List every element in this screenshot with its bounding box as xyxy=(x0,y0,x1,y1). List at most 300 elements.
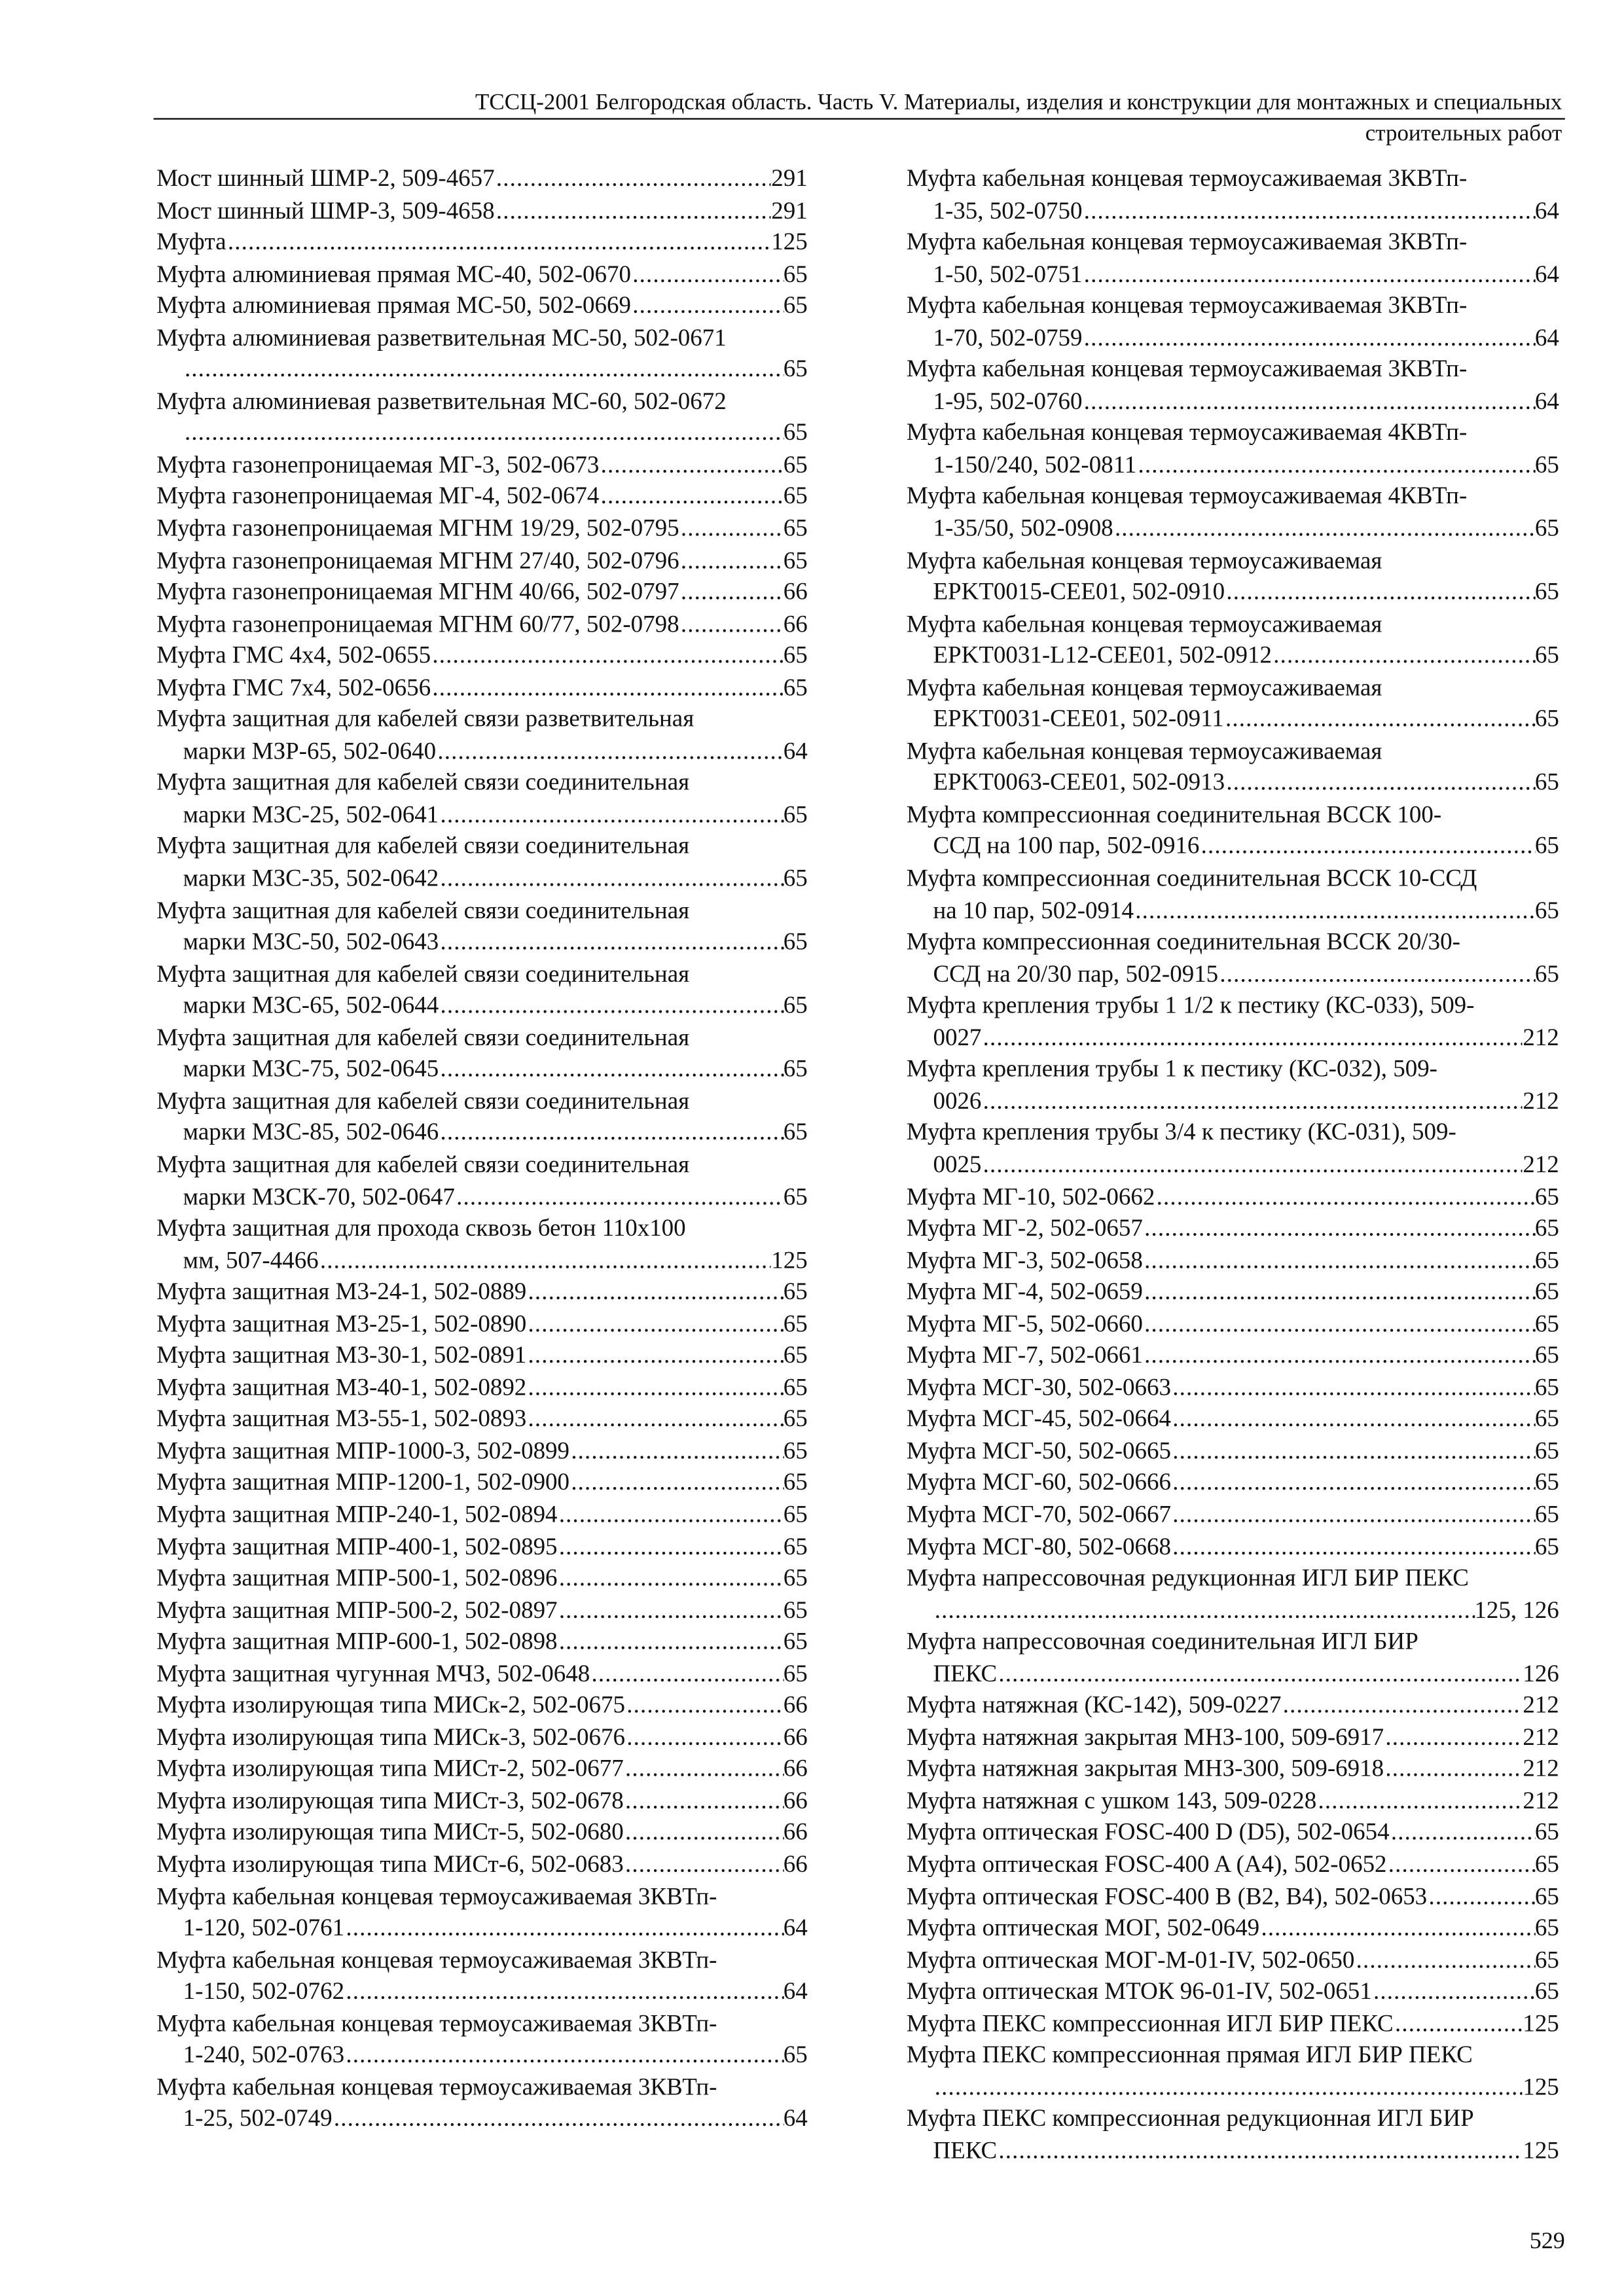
index-entry-page: 65 xyxy=(783,2040,808,2069)
dot-leader xyxy=(569,1467,784,1499)
index-entry xyxy=(156,1498,808,1530)
dot-leader xyxy=(679,576,784,608)
index-entry-title: Муфта ПЕКС компрессионная прямая ИГЛ БИР ПЕКС xyxy=(906,2040,1473,2069)
index-entry xyxy=(907,1339,1559,1371)
index-entry-page: 64 xyxy=(1534,259,1559,288)
dot-leader xyxy=(1384,1753,1523,1785)
index-entry-title: Муфта кабельная концевая термоусаживаемая 3КВТп- xyxy=(156,1881,717,1910)
index-entry-title: Муфта компрессионная соединительная ВССК 20/30- xyxy=(906,927,1460,956)
index-entry-title: Муфта изолирующая типа МИСк-2, 502-0675 xyxy=(156,1691,625,1719)
index-entry xyxy=(156,1880,808,1943)
index-entry-title: Муфта кабельная концевая термоусаживаемая 4КВТп- xyxy=(906,482,1468,511)
dot-leader xyxy=(226,226,772,258)
dot-leader xyxy=(439,862,784,894)
index-entry-page: 64 xyxy=(783,1913,808,1942)
dot-leader xyxy=(1082,194,1534,226)
index-entry-page: 65 xyxy=(1534,895,1559,924)
index-entry-continuation: марки МЗС-65, 502-0644 xyxy=(183,990,439,1019)
index-entry-title: Муфта кабельная концевая термоусаживаемая 3КВТп- xyxy=(156,1945,717,1973)
index-entry-title: Муфта компрессионная соединительная ВССК 10-ССД xyxy=(906,863,1477,892)
index-entry xyxy=(156,194,808,226)
index-entry xyxy=(907,1371,1559,1403)
index-entry-continuation: EPKT0031-CEE01, 502-0911 xyxy=(933,704,1224,733)
dot-leader xyxy=(526,1276,783,1308)
index-entry-continuation: ПЕКС xyxy=(933,1659,998,1687)
index-entry xyxy=(907,1530,1559,1562)
index-entry-continuation: марки МЗР-65, 502-0640 xyxy=(183,736,437,764)
index-entry-page: 64 xyxy=(1534,386,1559,415)
index-entry-title: Муфта защитная для кабелей связи соединительная xyxy=(156,1022,690,1051)
index-entry-title: Муфта натяжная с ушком 143, 509-0228 xyxy=(906,1785,1317,1814)
index-entry xyxy=(907,1753,1559,1785)
dot-leader xyxy=(624,1816,784,1848)
index-entry-title: Муфта кабельная концевая термоусаживаемая xyxy=(906,545,1382,574)
index-entry-page: 65 xyxy=(1534,1977,1559,2005)
dot-leader xyxy=(933,2071,1523,2103)
index-entry xyxy=(907,1626,1559,1689)
index-entry xyxy=(907,480,1559,544)
index-entry-title: Муфта защитная для кабелей связи соединительная xyxy=(156,895,690,924)
dot-leader xyxy=(1113,512,1535,545)
dot-leader xyxy=(1136,448,1535,480)
index-entry-title: Муфта защитная М3-24-1, 502-0889 xyxy=(156,1277,527,1306)
dot-leader xyxy=(439,990,784,1022)
index-entry-title: Муфта крепления трубы 3/4 к пестику (КС-031), 509- xyxy=(906,1118,1456,1147)
index-entry xyxy=(907,1212,1559,1244)
index-entry xyxy=(907,1816,1559,1848)
index-entry-title: Муфта защитная для кабелей связи соединительная xyxy=(156,768,690,797)
index-entry-page: 125 xyxy=(771,1245,808,1274)
dot-leader xyxy=(558,1530,784,1562)
index-entry-page: 65 xyxy=(783,990,808,1019)
index-entry-page: 65 xyxy=(1534,1436,1559,1465)
dot-leader xyxy=(631,258,784,290)
index-entry xyxy=(156,958,808,1021)
index-entry xyxy=(156,1562,808,1594)
dot-leader xyxy=(1387,1848,1535,1880)
dot-leader xyxy=(1171,1371,1535,1403)
index-entry-page: 65 xyxy=(783,1181,808,1210)
index-entry-title: Муфта МГ-5, 502-0660 xyxy=(906,1308,1143,1337)
index-entry xyxy=(907,735,1559,798)
dot-leader xyxy=(1171,1435,1535,1467)
index-entry xyxy=(156,766,808,830)
dot-leader xyxy=(1143,1212,1535,1244)
index-entry xyxy=(156,1435,808,1467)
index-entry xyxy=(156,1467,808,1499)
dot-leader xyxy=(344,1912,784,1944)
dot-leader xyxy=(1134,894,1535,926)
index-entry-title: Муфта МСГ-30, 502-0663 xyxy=(906,1372,1171,1401)
index-entry xyxy=(907,1944,1559,1976)
dot-leader xyxy=(1225,576,1535,608)
index-entry-continuation: марки МЗС-50, 502-0643 xyxy=(183,927,439,956)
index-entry xyxy=(156,321,808,385)
index-entry-title: Муфта кабельная концевая термоусаживаемая xyxy=(906,672,1382,701)
index-entry xyxy=(156,639,808,672)
index-entry-page: 64 xyxy=(783,2104,808,2132)
index-entry-page: 66 xyxy=(783,577,808,606)
index-entry-page: 65 xyxy=(1534,1881,1559,1910)
index-entry-title: Муфта кабельная концевая термоусаживаемая xyxy=(906,609,1382,637)
index-entry-title: Муфта МСГ-60, 502-0666 xyxy=(906,1467,1171,1496)
index-entry xyxy=(156,1212,808,1276)
index-entry-page: 65 xyxy=(1534,1372,1559,1401)
index-entry-title: Муфта алюминиевая разветвительная МС-60, 502-0672 xyxy=(156,386,727,415)
index-entry-page: 65 xyxy=(783,1532,808,1560)
index-entry-title: Муфта xyxy=(156,227,226,256)
index-entry-page: 125 xyxy=(1523,2072,1559,2101)
dot-leader xyxy=(624,1785,784,1817)
dot-leader xyxy=(1143,1276,1535,1308)
index-entry-title: Муфта защитная чугунная МЧЗ, 502-0648 xyxy=(156,1659,590,1687)
index-entry-title: Муфта кабельная концевая термоусаживаемая 3КВТп- xyxy=(906,164,1468,192)
dot-leader xyxy=(439,1053,784,1085)
index-entry-page: 65 xyxy=(1534,831,1559,860)
index-entry-continuation: 0026 xyxy=(933,1086,982,1115)
page-number: 529 xyxy=(1529,2229,1565,2255)
dot-leader xyxy=(624,1753,784,1785)
dot-leader xyxy=(981,1085,1523,1117)
index-entry-title: Муфта оптическая МОГ, 502-0649 xyxy=(906,1913,1260,1942)
dot-leader xyxy=(1218,958,1535,990)
index-entry xyxy=(907,1403,1559,1435)
index-entry-title: Муфта изолирующая типа МИСт-3, 502-0678 xyxy=(156,1785,624,1814)
index-entry-title: Муфта газонепроницаемая МГНМ 27/40, 502-0796 xyxy=(156,545,679,574)
index-entry-title: Муфта кабельная концевая термоусаживаемая 3КВТп- xyxy=(156,2072,717,2101)
index-entry xyxy=(156,607,808,639)
index-entry-title: Муфта оптическая FOSC-400 B (B2, B4), 502-0653 xyxy=(906,1881,1428,1910)
index-entry-title: Муфта алюминиевая прямая МС-40, 502-0670 xyxy=(156,259,631,288)
index-entry xyxy=(156,1530,808,1562)
index-entry-page: 125, 126 xyxy=(1474,1595,1559,1624)
dot-leader xyxy=(1171,1403,1535,1435)
dot-leader xyxy=(590,1657,784,1689)
index-entry-title: Муфта крепления трубы 1 1/2 к пестику (КС-033), 509- xyxy=(906,990,1475,1019)
index-entry xyxy=(907,798,1559,862)
index-entry xyxy=(156,576,808,608)
index-entry-page: 65 xyxy=(1534,450,1559,478)
index-entry-continuation: 1-70, 502-0759 xyxy=(933,323,1083,351)
index-entry-page: 65 xyxy=(1534,959,1559,988)
index-entry xyxy=(907,1880,1559,1912)
index-entry-title: Муфта защитная для кабелей связи соединительная xyxy=(156,831,690,860)
index-entry-page: 65 xyxy=(1534,1850,1559,1878)
index-entry-title: Муфта кабельная концевая термоусаживаемая 3КВТп- xyxy=(156,2009,717,2037)
index-entry xyxy=(156,290,808,322)
dot-leader xyxy=(1171,1498,1535,1530)
index-entry-page: 212 xyxy=(1523,1722,1559,1751)
index-entry-title: Муфта защитная для кабелей связи разветвительная xyxy=(156,704,695,733)
index-entry xyxy=(156,1085,808,1148)
index-entry-continuation: марки МЗС-85, 502-0646 xyxy=(183,1118,439,1147)
dot-leader xyxy=(558,1594,784,1626)
index-entry-continuation: марки МЗС-35, 502-0642 xyxy=(183,863,439,892)
index-entry-title: Муфта ПЕКС компрессионная редукционная ИГЛ БИР xyxy=(906,2104,1474,2132)
dot-leader xyxy=(1143,1244,1535,1276)
index-entry xyxy=(156,1753,808,1785)
index-entry-page: 65 xyxy=(1534,1499,1559,1528)
index-entry xyxy=(156,1626,808,1658)
index-entry-page: 66 xyxy=(783,1754,808,1783)
dot-leader xyxy=(1316,1785,1523,1817)
index-entry-title: Муфта напрессовочная редукционная ИГЛ БИР ПЕКС xyxy=(906,1563,1469,1592)
dot-leader xyxy=(558,1562,784,1594)
index-entry xyxy=(156,544,808,576)
index-entry-continuation: марки МЗСК-70, 502-0647 xyxy=(183,1181,455,1210)
index-entry-title: Муфта оптическая FOSC-400 A (A4), 502-0652 xyxy=(906,1850,1387,1878)
index-entry xyxy=(907,1467,1559,1499)
index-entry-page: 64 xyxy=(783,1977,808,2005)
index-entry-page: 65 xyxy=(783,513,808,542)
index-entry-page: 65 xyxy=(1534,577,1559,606)
index-entry-page: 65 xyxy=(783,1054,808,1083)
index-entry-continuation: EPKT0015-CEE01, 502-0910 xyxy=(933,577,1225,606)
dot-leader xyxy=(1082,385,1534,417)
index-entry-title: Муфта кабельная концевая термоусаживаемая xyxy=(906,736,1382,764)
index-entry-page: 65 xyxy=(783,1626,808,1655)
index-entry-title: Муфта оптическая FOSC-400 D (D5), 502-0654 xyxy=(906,1818,1390,1846)
index-entry-page: 65 xyxy=(783,1436,808,1465)
dot-leader xyxy=(344,1975,784,2007)
index-entry-continuation: ССД на 100 пар, 502-0916 xyxy=(933,831,1200,860)
index-entry-continuation: 0027 xyxy=(933,1022,982,1051)
index-entry-page: 65 xyxy=(783,1467,808,1496)
index-entry xyxy=(156,1308,808,1340)
index-entry-continuation: 1-35/50, 502-0908 xyxy=(933,513,1113,542)
index-entry xyxy=(907,1308,1559,1340)
dot-leader xyxy=(1082,321,1534,353)
dot-leader xyxy=(997,2134,1523,2166)
index-entry xyxy=(156,1021,808,1085)
index-entry xyxy=(156,894,808,958)
dot-leader xyxy=(1199,831,1534,863)
index-entry-title: Муфта защитная М3-40-1, 502-0892 xyxy=(156,1372,527,1401)
index-entry-page: 65 xyxy=(1534,1404,1559,1433)
index-entry xyxy=(907,290,1559,353)
index-entry-continuation: 1-95, 502-0760 xyxy=(933,386,1083,415)
index-entry-page: 65 xyxy=(783,418,808,447)
index-entry-page: 212 xyxy=(1523,1086,1559,1115)
dot-leader xyxy=(625,1689,784,1721)
index-entry-title: Муфта защитная для прохода сквозь бетон 110х100 xyxy=(156,1213,686,1242)
dot-leader xyxy=(1224,703,1535,735)
index-entry-title: Муфта защитная для кабелей связи соединительная xyxy=(156,1149,690,1178)
index-entry xyxy=(907,1180,1559,1212)
index-entry-page: 64 xyxy=(1534,323,1559,351)
dot-leader xyxy=(495,194,772,226)
dot-leader xyxy=(439,798,784,831)
index-entry-title: Муфта МГ-2, 502-0657 xyxy=(906,1213,1143,1242)
index-entry-title: Муфта газонепроницаемая МГ-3, 502-0673 xyxy=(156,450,600,478)
dot-leader xyxy=(1082,258,1534,290)
index-entry-page: 212 xyxy=(1523,1691,1559,1719)
dot-leader xyxy=(344,2039,784,2071)
index-entry xyxy=(907,990,1559,1053)
dot-leader xyxy=(1390,1816,1535,1848)
index-entry-page: 65 xyxy=(783,1499,808,1528)
index-entry-title: Муфта МСГ-80, 502-0668 xyxy=(906,1532,1171,1560)
index-entry xyxy=(156,1403,808,1435)
index-entry-page: 65 xyxy=(1534,1532,1559,1560)
index-entry-continuation: мм, 507-4466 xyxy=(183,1245,319,1274)
index-entry-page: 65 xyxy=(783,800,808,829)
index-entry-title: Муфта кабельная концевая термоусаживаемая 3КВТп- xyxy=(906,291,1468,319)
index-entry-page: 65 xyxy=(1534,1277,1559,1306)
index-entry-title: Муфта газонепроницаемая МГНМ 60/77, 502-0798 xyxy=(156,609,679,637)
index-entry xyxy=(156,448,808,480)
index-entry xyxy=(156,672,808,704)
index-entry xyxy=(156,1657,808,1689)
index-entry-title: Муфта оптическая МОГ-М-01-IV, 502-0650 xyxy=(906,1945,1355,1973)
index-entry xyxy=(907,1117,1559,1180)
index-entry xyxy=(907,925,1559,989)
index-entry-page: 65 xyxy=(783,1118,808,1147)
dot-leader xyxy=(1171,1467,1535,1499)
index-entry xyxy=(156,162,808,194)
index-entry-title: Муфта МГ-10, 502-0662 xyxy=(906,1181,1155,1210)
index-entry xyxy=(156,2007,808,2071)
dot-leader xyxy=(569,1435,784,1467)
index-entry xyxy=(156,258,808,290)
index-entry xyxy=(907,1244,1559,1276)
index-entry xyxy=(156,480,808,512)
index-entry-title: Муфта ГМС 4х4, 502-0655 xyxy=(156,641,431,670)
index-entry-title: Муфта газонепроницаемая МГ-4, 502-0674 xyxy=(156,482,600,511)
index-entry-title: Муфта изолирующая типа МИСт-2, 502-0677 xyxy=(156,1754,624,1783)
index-entry-title: Муфта алюминиевая прямая МС-50, 502-0669 xyxy=(156,291,631,319)
dot-leader xyxy=(431,672,784,704)
index-entry-page: 65 xyxy=(783,672,808,701)
dot-leader xyxy=(997,1657,1523,1689)
index-entry-title: Муфта натяжная закрытая МНЗ-300, 509-6918 xyxy=(906,1754,1384,1783)
index-entry-page: 65 xyxy=(1534,1340,1559,1369)
index-entry-page: 66 xyxy=(783,609,808,637)
index-entry-page: 65 xyxy=(1534,513,1559,542)
index-entry-title: Муфта защитная М3-55-1, 502-0893 xyxy=(156,1404,527,1433)
index-entry-page: 65 xyxy=(1534,704,1559,733)
index-entry-title: Муфта защитная МПР-500-1, 502-0896 xyxy=(156,1563,558,1592)
index-entry-page: 65 xyxy=(783,545,808,574)
index-entry-page: 212 xyxy=(1523,1022,1559,1051)
index-entry xyxy=(156,1371,808,1403)
index-entry xyxy=(156,1339,808,1371)
index-entry-page: 65 xyxy=(1534,1467,1559,1496)
index-entry-page: 65 xyxy=(783,1340,808,1369)
index-entry-title: Муфта оптическая МТОК 96-01-IV, 502-0651 xyxy=(906,1977,1372,2005)
index-entry-continuation: 1-120, 502-0761 xyxy=(183,1913,345,1942)
dot-leader xyxy=(558,1498,784,1530)
index-entry xyxy=(907,1562,1559,1625)
index-entry-title: Муфта натяжная закрытая МНЗ-100, 509-6917 xyxy=(906,1722,1384,1751)
dot-leader xyxy=(1143,1339,1535,1371)
index-entry-title: Муфта изолирующая типа МИСт-5, 502-0680 xyxy=(156,1818,624,1846)
index-entry-continuation: 1-240, 502-0763 xyxy=(183,2040,345,2069)
index-entry-page: 125 xyxy=(1523,2009,1559,2037)
index-entry-continuation: марки МЗС-75, 502-0645 xyxy=(183,1054,439,1083)
index-entry-title: Мост шинный ШМР-2, 509-4657 xyxy=(156,164,495,192)
index-entry xyxy=(907,672,1559,735)
index-entry-page: 125 xyxy=(771,227,808,256)
index-entry-title: Муфта защитная МПР-1200-1, 502-0900 xyxy=(156,1467,570,1496)
index-entry-page: 66 xyxy=(783,1818,808,1846)
index-entry xyxy=(907,1721,1559,1753)
index-entry-page: 65 xyxy=(783,641,808,670)
index-entry-title: Мост шинный ШМР-3, 509-4658 xyxy=(156,195,495,224)
dot-leader xyxy=(1281,1689,1523,1721)
index-entry-continuation: 1-150/240, 502-0811 xyxy=(933,450,1137,478)
index-entry-page: 65 xyxy=(1534,1945,1559,1973)
index-entry xyxy=(156,1848,808,1880)
index-column-left xyxy=(156,162,808,2134)
running-header-subtitle: строительных работ xyxy=(1365,120,1562,147)
index-entry-title: Муфта МСГ-45, 502-0664 xyxy=(906,1404,1171,1433)
index-entry-page: 65 xyxy=(783,450,808,478)
index-entry-page: 64 xyxy=(783,736,808,764)
dot-leader xyxy=(679,544,784,576)
dot-leader xyxy=(183,353,784,386)
index-entry-page: 65 xyxy=(1534,1818,1559,1846)
dot-leader xyxy=(526,1371,783,1403)
index-entry-title: Муфта МГ-4, 502-0659 xyxy=(906,1277,1143,1306)
index-entry-title: Муфта защитная М3-30-1, 502-0891 xyxy=(156,1340,527,1369)
index-entry-title: Муфта кабельная концевая термоусаживаемая 3КВТп- xyxy=(906,354,1468,383)
dot-leader xyxy=(526,1308,783,1340)
dot-leader xyxy=(436,735,784,767)
index-entry xyxy=(156,2071,808,2134)
index-entry-page: 65 xyxy=(1534,1913,1559,1942)
dot-leader xyxy=(183,417,784,449)
index-entry xyxy=(907,2039,1559,2102)
index-entry-continuation: 1-50, 502-0751 xyxy=(933,259,1083,288)
index-entry xyxy=(156,1689,808,1721)
index-entry-title: Муфта изолирующая типа МИСт-6, 502-0683 xyxy=(156,1850,624,1878)
index-entry-title: Муфта защитная МПР-400-1, 502-0895 xyxy=(156,1532,558,1560)
index-entry xyxy=(907,1498,1559,1530)
index-entry-page: 212 xyxy=(1523,1149,1559,1178)
index-entry-page: 65 xyxy=(1534,1245,1559,1274)
index-entry-title: Муфта защитная МПР-240-1, 502-0894 xyxy=(156,1499,558,1528)
index-entry-title: Муфта МСГ-50, 502-0665 xyxy=(906,1436,1171,1465)
dot-leader xyxy=(1427,1880,1535,1912)
index-entry-page: 65 xyxy=(783,927,808,956)
dot-leader xyxy=(933,1594,1474,1626)
index-entry xyxy=(907,1975,1559,2007)
index-entry-title: Муфта МГ-3, 502-0658 xyxy=(906,1245,1143,1274)
index-entry xyxy=(907,1276,1559,1308)
index-entry-title: Муфта газонепроницаемая МГНМ 40/66, 502-0797 xyxy=(156,577,679,606)
index-entry-page: 66 xyxy=(783,1691,808,1719)
index-entry-page: 125 xyxy=(1523,2136,1559,2164)
index-entry xyxy=(907,226,1559,289)
index-entry-page: 65 xyxy=(783,291,808,319)
dot-leader xyxy=(679,607,784,639)
index-entry-title: Муфта алюминиевая разветвительная МС-50, 502-0671 xyxy=(156,323,727,351)
index-entry-page: 65 xyxy=(783,259,808,288)
index-entry-continuation: 1-35, 502-0750 xyxy=(933,195,1083,224)
index-entry-title: Муфта МСГ-70, 502-0667 xyxy=(906,1499,1171,1528)
dot-leader xyxy=(599,448,783,480)
dot-leader xyxy=(1272,639,1535,672)
dot-leader xyxy=(431,639,784,672)
dot-leader xyxy=(625,1721,784,1753)
index-entry-page: 65 xyxy=(783,482,808,511)
dot-leader xyxy=(1354,1944,1534,1976)
index-entry xyxy=(156,1594,808,1626)
index-entry xyxy=(907,607,1559,671)
index-entry xyxy=(156,1816,808,1848)
dot-leader xyxy=(1143,1308,1535,1340)
